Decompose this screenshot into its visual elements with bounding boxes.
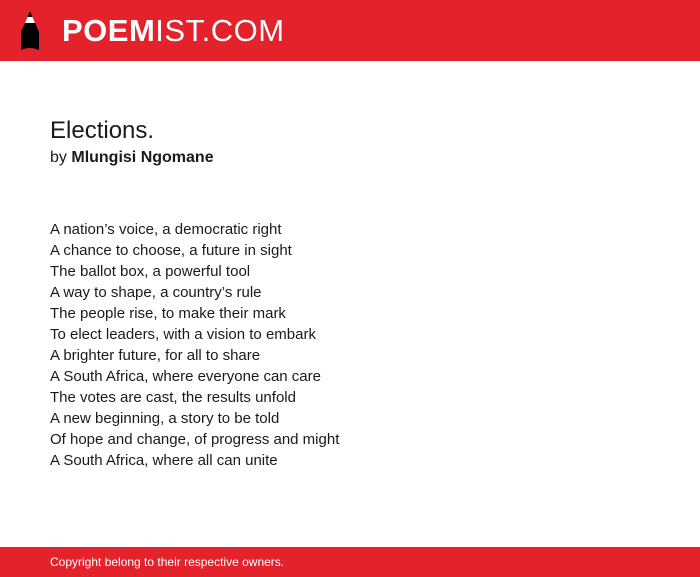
poem-line: A South Africa, where everyone can care xyxy=(50,368,321,385)
site-header xyxy=(0,0,700,61)
poem-line: A South Africa, where all can unite xyxy=(50,452,278,469)
poem-line: The ballot box, a powerful tool xyxy=(50,263,251,280)
site-logo[interactable] xyxy=(62,12,285,50)
poem-line: A nation’s voice, a democratic right xyxy=(50,221,282,238)
poem-byline xyxy=(50,147,670,169)
logo-bold-text: POEM xyxy=(62,13,156,48)
poem-line: A chance to choose, a future in sight xyxy=(50,242,292,259)
by-label: by xyxy=(50,149,67,166)
poem-line: Of hope and change, of progress and might xyxy=(50,431,340,448)
pencil-icon[interactable] xyxy=(17,10,43,52)
poem-line: A new beginning, a story to be told xyxy=(50,410,280,427)
poem-body xyxy=(50,219,670,471)
poem-line: The votes are cast, the results unfold xyxy=(50,389,296,406)
logo-light-text: IST.COM xyxy=(155,13,285,48)
poem-line: A way to shape, a country’s rule xyxy=(50,284,262,301)
poem-line: To elect leaders, with a vision to embark xyxy=(50,326,316,343)
poem-line: A brighter future, for all to share xyxy=(50,347,261,364)
poem-header xyxy=(50,116,670,169)
poem-author: Mlungisi Ngomane xyxy=(71,149,214,166)
copyright-text: Copyright belong to their respective owners. xyxy=(50,555,285,569)
poem-title: Elections. xyxy=(50,117,155,144)
site-footer xyxy=(0,547,700,577)
poem-line: The people rise, to make their mark xyxy=(50,305,286,322)
